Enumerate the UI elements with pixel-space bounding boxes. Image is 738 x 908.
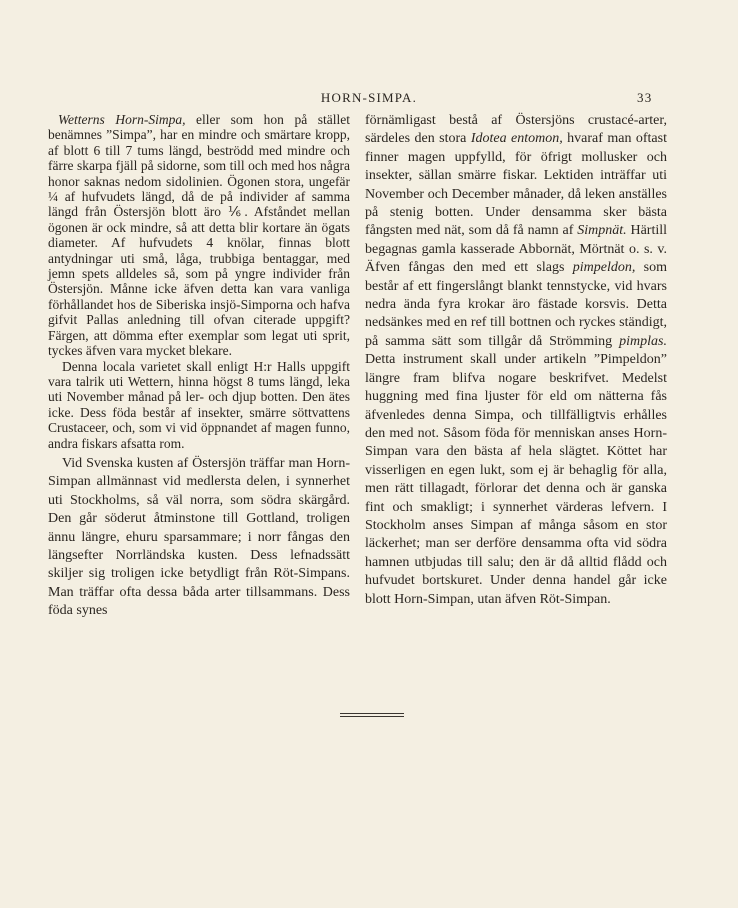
divider xyxy=(340,716,404,717)
text-run: Detta instrument skall under artikeln ”Pimpeldon” längre fram blifva nogare beskrifvet. Medelst huggning med fina ljuster för eld om nätterna fås äfvenledes denna Simpa, och tillfälligtvis erhålles den med not. Såsom föda för menniskan anses Horn-Simpan vara den bästa af hela slägtet. Köttet har visserligen en egen lukt, som ej är behaglig för alla, men rätt tillagadt, förlorar det denna och är ganska fint och smakligt; i synnerhet värderas lefvern. I Stockholm anses Simpan af många såsom en stor läckerhet; man ser derföre densamma ofta vid södra hamnen utbjudas till salu; den är då alltid flådd och hufvudet bortskuret. Under denna handel går icke blott Horn-Simpan, utan äfven Röt-Simpan. xyxy=(365,352,667,607)
left-column xyxy=(48,112,350,621)
paragraph-wettern-body: eller som hon på stället benämnes ”Simpa”, har en mindre och smärtare kropp, af blott 6 till 7 tums längd, beströdd med mindre och färre skarpa fjäll på sidorne, som till och med hos några honor saknas nedom sidolinien. Ögonen stora, ungefär ¼ af hufvudets längd, då de på individer af samma längd från Östersjön blott äro ⅙. Afståndet mellan ögonen är ock mindre, så att detta blir kortare än ögats diameter. Af hufvudets 4 knölar, finnas blott antydningar uti små, låga, trubbiga bentaggar, med jemn spets alldeles så, som på yngre individer från Östersjön. Månne icke äfven detta kan vara vanliga förhållandet hos de Siberiska insjö-Simporna och hafva gifvit Pallas anledning till ofvan citerade uppgift? Färgen, att dömma efter exemplar som legat uti sprit, tyckes äfven vara mycket blekare. xyxy=(48,112,351,359)
running-title: HORN-SIMPA. xyxy=(320,90,418,105)
divider xyxy=(340,713,404,714)
species-name-lead: Wetterns Horn-Simpa, xyxy=(58,112,186,127)
text-run: Härtill begagnas gamla kasserade Abbornät, Mörtnät o. s. v. Äfven fångas den med ett slags xyxy=(365,223,668,276)
text-run: som består af ett fingerslångt blankt tennstycke, vid hvars nedra ända fyra krokar äro fästade korsvis. Detta nedsänkes med en ref till bottnen och ryckes ständigt, på samma sätt som tillgår då Strömming xyxy=(365,260,667,349)
term-pimplas: pimplas. xyxy=(619,333,667,349)
text-run: förnämligast bestå af Östersjöns crustacé-arter, särdeles den stora xyxy=(365,113,667,147)
paragraph-diet-and-fishing xyxy=(365,112,667,609)
closing-rule xyxy=(340,713,404,719)
text-run: hvaraf man oftast finner magen uppfylld, för öfrigt mollusker och insekter, sällan smärre fiskar. Lektiden inträffar uti November och December månader, då leken anställes på stenig botten. Under densamma sker bästa fångsten med nät, som då få namn af xyxy=(365,131,667,239)
paragraph-wettern-variety xyxy=(48,112,350,359)
paragraph-swedish-coast: Vid Svenska kusten af Östersjön träffar man Horn-Simpan allmännast vid medlersta delen, i synnerhet uti Stockholms, så väl norra, som södra skärgård. Den går söderut åtminstone till Gottland, troligen ännu längre, ehuru sparsammare; i norr fångas den längsefter Norrländska kusten. Dess lefnadssätt skiljer sig troligen icke betydligt från Röt-Simpans. Man träffar ofta dessa båda arter tillsammans. Dess föda synes xyxy=(48,455,350,619)
term-pimpeldon: pimpeldon, xyxy=(572,260,636,276)
term-idotea-entomon: Idotea entomon, xyxy=(470,131,563,147)
right-column xyxy=(365,112,667,609)
paragraph-local-variety: Denna locala varietet skall enligt H:r Halls uppgift vara talrik uti Wettern, hinna högst 8 tums längd, leka uti November månad på ler- och djup botten. Den ätes icke. Dess föda består af insekter, smärre söttvattens Crustaceer, och, som vi vid öppnandet af magen funno, andra fiskars afsatta rom. xyxy=(48,358,350,451)
page-number: 33 xyxy=(637,90,653,105)
term-simpnat: Simpnät. xyxy=(577,223,627,239)
